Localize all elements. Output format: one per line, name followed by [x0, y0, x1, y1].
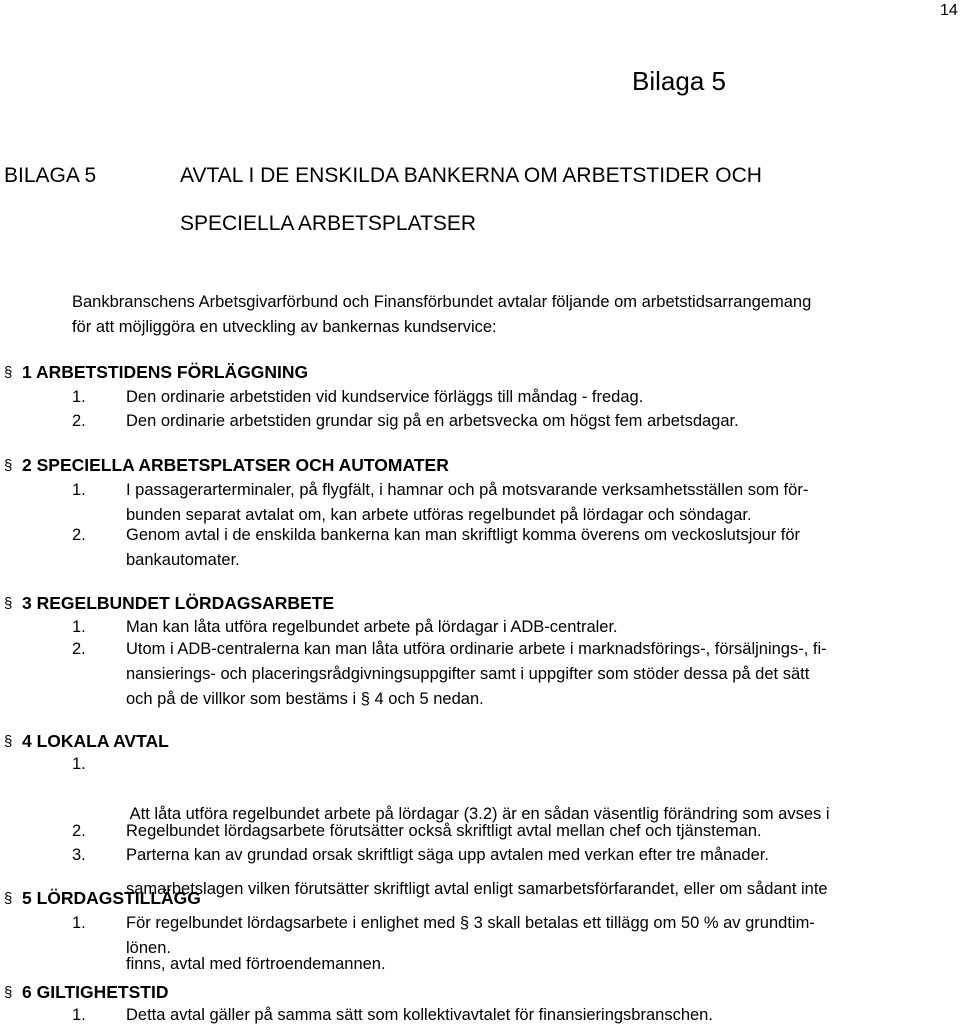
section-title: 5 LÖRDAGSTILLÄGG [22, 888, 201, 908]
item-text: Detta avtal gäller på samma sätt som kollektivavtalet för finansieringsbranschen. [126, 1006, 713, 1024]
list-item [72, 911, 815, 961]
item-number: 1. [72, 914, 86, 932]
item-text: samarbetslagen vilken förutsätter skriftligt avtal enligt samarbetsförfarandet, eller om sådant inte [126, 880, 828, 898]
section-title: 4 LOKALA AVTAL [22, 731, 169, 751]
list-item [72, 1003, 713, 1028]
item-text: Genom avtal i de enskilda bankerna kan man skriftligt komma överens om veckoslutsjour för [126, 526, 801, 544]
section-bullet-icon: § [4, 364, 13, 381]
list-item [72, 819, 762, 844]
item-text: nansierings- och placeringsrådgivningsuppgifter samt i uppgifter som stöder dessa på det sätt [126, 665, 810, 683]
section-title: 6 GILTIGHETSTID [22, 982, 169, 1002]
item-number: 1. [72, 618, 86, 636]
item-text: och på de villkor som bestäms i § 4 och 5 nedan. [126, 690, 484, 708]
item-text: finns, avtal med förtroendemannen. [126, 955, 386, 973]
item-text: Parterna kan av grundad orsak skriftligt säga upp avtalen med verkan efter tre månader. [126, 846, 769, 864]
item-text: Att låta utföra regelbundet arbete på lördagar (3.2) är en sådan väsentlig förändring som avses i [126, 805, 830, 823]
list-item [72, 843, 769, 868]
item-number: 2. [72, 412, 86, 430]
item-number: 3. [72, 846, 86, 864]
item-text: För regelbundet lördagsarbete i enlighet med § 3 skall betalas ett tillägg om 50 % av grundtim- [126, 914, 815, 932]
list-item [72, 523, 800, 573]
item-number: 1. [72, 1006, 86, 1024]
intro-line: för att möjliggöra en utveckling av bankernas kundservice: [72, 318, 497, 336]
section-heading [4, 731, 169, 752]
list-item [72, 385, 643, 410]
item-text: Utom i ADB-centralerna kan man låta utföra ordinarie arbete i marknadsförings-, försäljnings-, fi- [126, 640, 827, 658]
section-heading [4, 455, 449, 476]
intro-paragraph [72, 290, 811, 340]
item-number: 1. [72, 755, 86, 773]
item-number: 1. [72, 481, 86, 499]
list-item [72, 637, 827, 712]
section-heading [4, 362, 308, 383]
item-text: bankautomater. [126, 551, 240, 569]
intro-line: Bankbranschens Arbetsgivarförbund och Finansförbundet avtalar följande om arbetstidsarrangemang [72, 293, 812, 311]
section-bullet-icon: § [4, 595, 13, 612]
item-text: Regelbundet lördagsarbete förutsätter också skriftligt avtal mellan chef och tjänsteman. [126, 822, 762, 840]
item-text: I passagerarterminaler, på flygfält, i hamnar och på motsvarande verksamhetsställen som för- [126, 481, 809, 499]
item-number: 2. [72, 640, 86, 658]
section-bullet-icon: § [4, 733, 13, 750]
section-title: 3 REGELBUNDET LÖRDAGSARBETE [22, 593, 335, 613]
item-text: lönen. [126, 939, 171, 957]
list-item [72, 409, 739, 434]
item-number: 2. [72, 526, 86, 544]
list-item [72, 478, 808, 528]
section-heading [4, 593, 334, 614]
appendix-label: BILAGA 5 [4, 164, 97, 187]
item-number: 1. [72, 388, 86, 406]
item-text: bunden separat avtalat om, kan arbete utföras regelbundet på lördagar och söndagar. [126, 506, 752, 524]
section-title: 2 SPECIELLA ARBETSPLATSER OCH AUTOMATER [22, 455, 449, 475]
item-text: Den ordinarie arbetstiden vid kundservice förläggs till måndag - fredag. [126, 388, 644, 406]
section-bullet-icon: § [4, 984, 13, 1001]
page-number: 14 [940, 2, 958, 19]
section-heading [4, 888, 201, 909]
item-text: Den ordinarie arbetstiden grundar sig på en arbetsvecka om högst fem arbetsdagar. [126, 412, 739, 430]
section-bullet-icon: § [4, 457, 13, 474]
page-title: Bilaga 5 [632, 66, 726, 96]
item-text: Man kan låta utföra regelbundet arbete på lördagar i ADB-centraler. [126, 618, 618, 636]
section-heading [4, 982, 169, 1003]
section-bullet-icon: § [4, 890, 13, 907]
item-number: 2. [72, 822, 86, 840]
section-title: 1 ARBETSTIDENS FÖRLÄGGNING [22, 362, 309, 382]
document-title-line-2: SPECIELLA ARBETSPLATSER [180, 212, 477, 235]
document-title-line-1: AVTAL I DE ENSKILDA BANKERNA OM ARBETSTIDER OCH [180, 164, 762, 187]
